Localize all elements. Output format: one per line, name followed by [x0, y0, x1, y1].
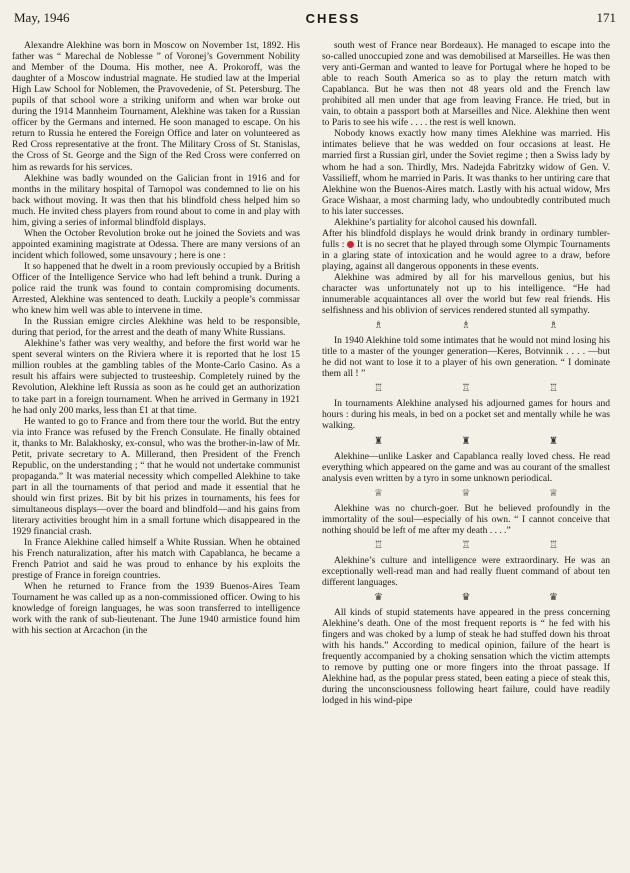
rook-separator-icon: ♖ ♖ ♖ — [374, 539, 596, 551]
marked-text: After his blindfold displays he would drink brandy in ordinary tumbler-fulls : — [322, 227, 610, 250]
right-column — [322, 40, 610, 868]
paragraph: south west of France near Bordeaux). He managed to escape into the so-called unoccupied zone and was demobilised at Marseilles. He was then very anti-German and wanted to leave for Portugal where he hoped to be able to reach South America so as to play the return match with Capablanca. But he was then not 48 years old and the French law prohibited all men under that age from leaving France. He tried, but in vain, to obtain a passport both at Marseilles and Nice. Alekhine then went to Paris to see his wife . . . . the rest is well known. — [322, 40, 610, 129]
magazine-title: CHESS — [305, 10, 361, 26]
paragraph: In France Alekhine called himself a White Russian. When he obtained his French naturalization, after his match with Capablanca, he became a French Patriot and said he was proud to enhance by his exploits the prestige of France in foreign countries. — [12, 537, 300, 582]
paragraph: Alekhine’s father was very wealthy, and before the first world war he spent several winters on the Riviera where it is reported that he lost 15 million roubles at the gambling tables of the Monte-Carlo Casino. As a result his affairs were subjected to trusteeship. Completely ruined by the Revolution, Alekhine left Russia as soon as he could get an authorization to take part in a foreign tournament. When he arrived in Germany in 1921 he had only 200 marks, less than £1 at that time. — [12, 338, 300, 416]
queen-separator-icon: ♛ ♛ ♛ — [374, 591, 596, 603]
paragraph: Alexandre Alekhine was born in Moscow on November 1st, 1892. His father was “ Marechal de Noblesse ” of Voronej’s Government Nobility and Member of the Douma. His mother, nee A. Prokoroff, was the daughter of a Moscow industrial magnate. He studied law at the Imperial High Law School for Noblemen, the Pravovedenie, of St. Petersburg. The pupils of that school wore a striking uniform and when war broke out during the 1914 Mannheim Tournament, Alekhine was taken for a Russian officer by the Germans and interned. He soon managed to escape. On his return to Russia he entered the Foreign Office and later on volunteered as Red Cross representative at the front. The Military Cross of St. Stanislas, the Cross of St. George and the Sign of the Red Cross were conferred on him as rewards for his services. — [12, 40, 300, 173]
paragraph: Alekhine was no church-goer. But he believed profoundly in the immortality of the soul—especially of his own. “ I cannot conceive that nothing should be left of me after my death . . . .” — [322, 502, 610, 536]
page-number: 171 — [596, 10, 616, 25]
paragraph: Alekhine—unlike Lasker and Capablanca really loved chess. He read everything which appeared on the game and was au courant of the smallest analysis even written by a tyro in some unknown periodical. — [322, 450, 610, 484]
issue-date: May, 1946 — [14, 10, 70, 25]
paragraph: When he returned to France from the 1939 Buenos-Aires Team Tournament he was called up as a non-commissioned officer. Owing to his knowledge of foreign languages, he was soon transferred to intelligence work with the rank of sub-lieutenant. The June 1940 armistice found him with his section at Arcachon (in the — [12, 581, 300, 637]
left-column — [12, 40, 300, 868]
paragraph: Alekhine was admired by all for his marvellous genius, but his character was unfortunately not up to his intelligence. “He had innumerable acquaintances all over the world but few real friends. His selfishness and his oblivion of services rendered stunted all sympathy. — [322, 271, 610, 317]
marked-text-continued: It is no secret that he played through some Olympic Tournaments in a glaring state of intoxication and he would agree to a draw, before playing, against all dangerous opponents in these events. — [322, 238, 610, 272]
running-header — [14, 8, 616, 28]
paragraph: He wanted to go to France and from there tour the world. But the entry via into France was refused by the French Consulate. He finally obtained it, thanks to Mr. Balakhosky, ex-consul, who was the brother-in-law of Mr. Petit, private secretary to A. Millerand, then President of the French Republic, on the understanding ; “ that he would not undertake communist propaganda.” It was material necessity which compelled Alekhine to take part in all the tournaments of that period and made it essential that he should win first prizes. Bit by bit his prizes in tournaments, his fees for simultaneous displays—over the board and blindfold—and his gains from literary activities brought him in a small fortune which disappeared in the 1929 financial crash. — [12, 415, 300, 538]
marked-paragraph — [322, 228, 610, 272]
red-marker-dot-icon — [347, 241, 354, 248]
paragraph: Nobody knows exactly how many times Alekhine was married. His intimates believe that he was wedded on four occasions at least. He married first a Russian girl, under the Soviet regime ; then a Swiss lady by whom he had a son. Thirdly, Mrs. Nadejda Fabritzky widow of Gen. V. Vassilieff, whom he married in Paris. It was thanks to her untiring care that Alekhine won the Buenos-Aires match. Lastly with his actual widow, Mrs Grace Wishaar, a most charming lady, who undoubtedly contributed much to his later successes. — [322, 128, 610, 217]
paragraph: Alekhine’s culture and intelligence were extraordinary. He was an exceptionally well-read man and had really fluent command of about ten different languages. — [322, 554, 610, 588]
paragraph: In tournaments Alekhine analysed his adjourned games for hours and hours : during his meals, in bed on a pocket set and mentally while he was walking. — [322, 398, 610, 432]
paragraph: All kinds of stupid statements have appeared in the press concerning Alekhine’s death. One of the most frequent reports is “ he fed with his fingers and was choked by a lump of steak he had stuffed down his throat with his hands.” According to medical opinion, failure of the heart is frequently accompanied by a choking sensation which the victim attempts to remove by putting one or more fingers into the throat passage. If Alekhine had, as the popular press stated, been eating a piece of steak this, during the unconsciousness following heart failure, could have readily lodged in his wind-pipe — [322, 606, 610, 707]
paragraph: Alekhine was badly wounded on the Galician front in 1916 and for months in the military hospital of Tarnopol was condemned to lie on his back without moving. It was then that his blindfold chess helped him so much. He invited chess players from round about to come in and play with him, giving a series of informal blindfold displays. — [12, 172, 300, 228]
rook-separator-icon: ♖ ♖ ♖ — [374, 383, 596, 395]
paragraph: It so happened that he dwelt in a room previously occupied by a British Officer of the Intelligence Service who had left behind a trunk. During a police raid the trunk was found to contain compromising documents. Arrested, Alekhine was sentenced to death. Luckily a people’s commissar who knew him well was able to intervene in time. — [12, 260, 300, 317]
rook-separator-icon: ♜ ♜ ♜ — [374, 435, 596, 447]
paragraph: In the Russian emigre circles Alekhine was held to be responsible, during that period, for the arrest and the death of many White Russians. — [12, 316, 300, 339]
paragraph: When the October Revolution broke out he joined the Soviets and was appointed examining magistrate at Odessa. There are many versions of an incident which followed, some unsavoury ; here is one : — [12, 227, 300, 261]
queen-separator-icon: ♕ ♕ ♕ — [374, 487, 596, 499]
paragraph: In 1940 Alekhine told some intimates that he would not mind losing his title to a master of the younger generation—Keres, Botvinnik . . . . —but he did not want to lose it to a player of his own generation. “ I dominate them all ! ” — [322, 335, 610, 380]
paragraph: Alekhine’s partiality for alcohol caused his downfall. — [334, 216, 537, 228]
bishop-separator-icon: ♗ ♗ ♗ — [374, 320, 596, 332]
